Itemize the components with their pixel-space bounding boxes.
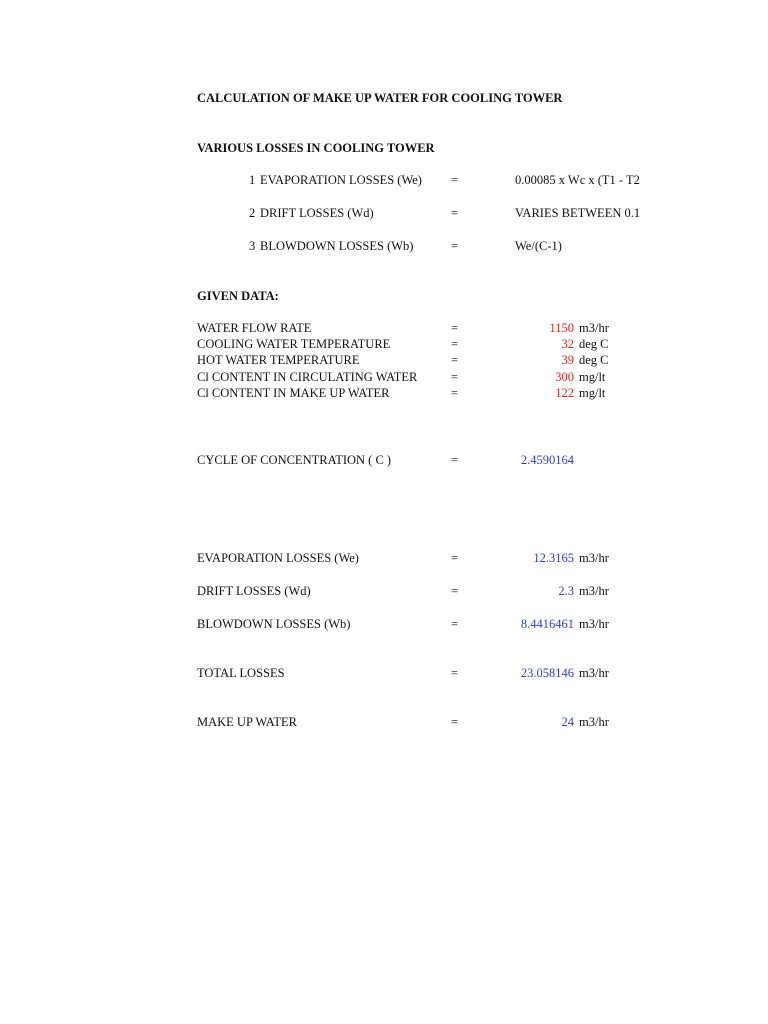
result-unit: m3/hr xyxy=(579,584,609,598)
equals-sign: = xyxy=(451,584,459,598)
given-value: 1150 xyxy=(549,321,574,335)
given-label: HOT WATER TEMPERATURE xyxy=(197,353,360,367)
given-unit: mg/lt xyxy=(579,370,606,384)
given-unit: m3/hr xyxy=(579,321,609,335)
equals-sign: = xyxy=(451,353,459,367)
cycle-value: 2.4590164 xyxy=(520,453,574,467)
equals-sign: = xyxy=(451,386,459,400)
equals-sign: = xyxy=(451,206,459,220)
result-label: BLOWDOWN LOSSES (Wb) xyxy=(197,617,351,631)
result-value: 12.3165 xyxy=(533,551,574,565)
result-label: MAKE UP WATER xyxy=(197,715,298,729)
result-unit: m3/hr xyxy=(579,617,609,631)
given-label: Cl CONTENT IN MAKE UP WATER xyxy=(197,386,390,400)
given-value: 39 xyxy=(561,353,574,367)
given-value: 300 xyxy=(555,370,574,384)
result-label: DRIFT LOSSES (Wd) xyxy=(197,584,311,598)
given-data-heading: GIVEN DATA: xyxy=(197,289,279,303)
result-label: TOTAL LOSSES xyxy=(197,666,285,680)
loss-formula: We/(C-1) xyxy=(515,239,562,253)
given-label: WATER FLOW RATE xyxy=(197,321,312,335)
equals-sign: = xyxy=(451,239,459,253)
given-value: 122 xyxy=(555,386,574,400)
page-title: CALCULATION OF MAKE UP WATER FOR COOLING TOWER xyxy=(197,91,563,105)
result-unit: m3/hr xyxy=(579,715,609,729)
result-unit: m3/hr xyxy=(579,551,609,565)
result-value: 8.4416461 xyxy=(520,617,574,631)
loss-label: BLOWDOWN LOSSES (Wb) xyxy=(260,239,414,253)
equals-sign: = xyxy=(451,370,459,384)
result-unit: m3/hr xyxy=(579,666,609,680)
loss-number: 3 xyxy=(249,239,256,253)
equals-sign: = xyxy=(451,617,459,631)
result-value: 24 xyxy=(561,715,574,729)
result-label: EVAPORATION LOSSES (We) xyxy=(197,551,359,565)
equals-sign: = xyxy=(451,337,459,351)
loss-formula: 0.00085 x Wc x (T1 - T2 xyxy=(515,173,640,187)
equals-sign: = xyxy=(451,173,459,187)
equals-sign: = xyxy=(451,666,459,680)
given-label: Cl CONTENT IN CIRCULATING WATER xyxy=(197,370,418,384)
equals-sign: = xyxy=(451,453,459,467)
given-unit: mg/lt xyxy=(579,386,606,400)
loss-formula: VARIES BETWEEN 0.1 xyxy=(515,206,641,220)
cycle-label: CYCLE OF CONCENTRATION ( C ) xyxy=(197,453,392,467)
loss-label: EVAPORATION LOSSES (We) xyxy=(260,173,422,187)
result-value: 2.3 xyxy=(558,584,574,598)
equals-sign: = xyxy=(451,551,459,565)
losses-heading: VARIOUS LOSSES IN COOLING TOWER xyxy=(197,141,435,155)
loss-number: 1 xyxy=(249,173,256,187)
given-unit: deg C xyxy=(579,353,609,367)
given-label: COOLING WATER TEMPERATURE xyxy=(197,337,391,351)
loss-label: DRIFT LOSSES (Wd) xyxy=(260,206,374,220)
equals-sign: = xyxy=(451,715,459,729)
equals-sign: = xyxy=(451,321,459,335)
given-unit: deg C xyxy=(579,337,609,351)
given-value: 32 xyxy=(561,337,574,351)
loss-number: 2 xyxy=(249,206,256,220)
result-value: 23.058146 xyxy=(520,666,574,680)
